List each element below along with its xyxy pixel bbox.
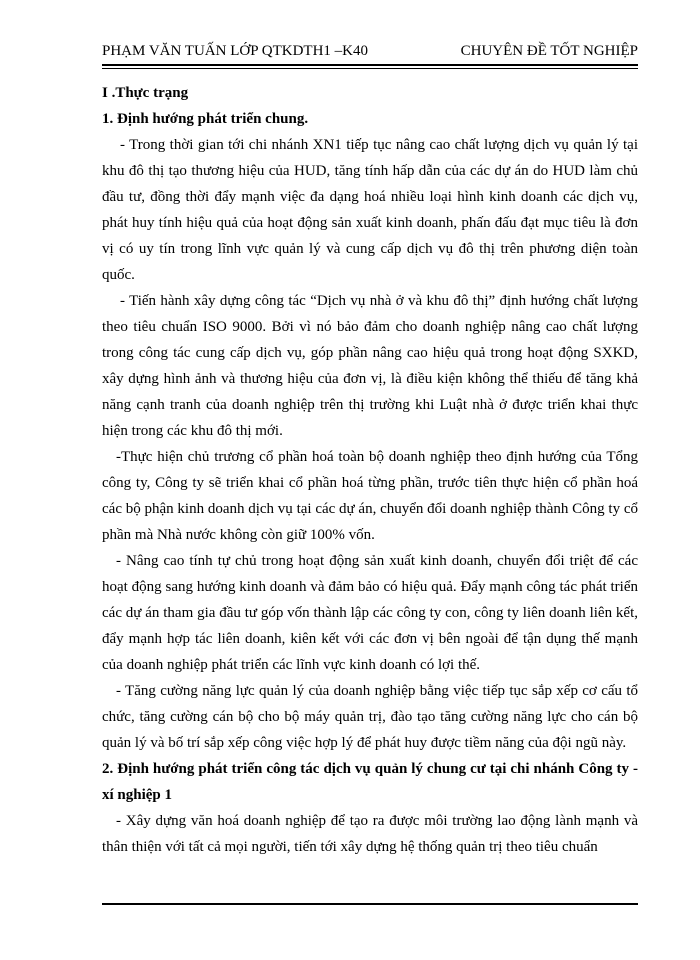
subsection-heading: 2. Định hướng phát triển công tác dịch vụ quản lý chung cư tại chi nhánh Công ty - xí nghiệp 1 <box>102 761 638 803</box>
document-body <box>102 80 638 860</box>
footer-divider <box>102 903 638 905</box>
section-heading: I .Thực trạng <box>102 85 189 101</box>
header-author-class: PHẠM VĂN TUẤN LỚP QTKDTH1 –K40 <box>102 43 368 59</box>
header-divider <box>102 64 638 69</box>
paragraph: -Thực hiện chủ trương cổ phần hoá toàn bộ doanh nghiệp theo định hướng của Tổng công ty, Công ty sẽ triển khai cổ phần hoá từng phần, trước tiên thực hiện cổ phần hoá các bộ phận kinh doanh dịch vụ tại các dự án, chuyển đổi doanh nghiệp thành Công ty cổ phần mà Nhà nước không còn giữ 100% vốn. <box>102 449 638 543</box>
header-doc-type: CHUYÊN ĐỀ TỐT NGHIỆP <box>460 43 638 59</box>
paragraph: - Trong thời gian tới chi nhánh XN1 tiếp tục nâng cao chất lượng dịch vụ quản lý tại khu đô thị tạo thương hiệu của HUD, tăng tính hấp dẫn của các dự án do HUD làm chủ đầu tư, đồng thời đẩy mạnh việc đa dạng hoá nhiều loại hình kinh doanh các dịch vụ, phát huy tính hiệu quả của hoạt động sản xuất kinh doanh, phấn đấu đạt mục tiêu là đơn vị có uy tín trong lĩnh vực quản lý và cung cấp dịch vụ đô thị trên phương diện toàn quốc. <box>102 137 638 283</box>
paragraph: - Nâng cao tính tự chủ trong hoạt động sản xuất kinh doanh, chuyển đổi triệt để các hoạt động sang hướng kinh doanh và đảm bảo có hiệu quả. Đẩy mạnh công tác phát triển các dự án tham gia đầu tư góp vốn thành lập các công ty con, công ty liên doanh liên kết, đẩy mạnh hợp tác liên doanh, kiên kết với các đơn vị bên ngoài để tận dụng thế mạnh của doanh nghiệp phát triển các lĩnh vực kinh doanh có lợi thế. <box>102 553 638 673</box>
subsection-heading: 1. Định hướng phát triển chung. <box>102 111 309 127</box>
paragraph: - Tiến hành xây dựng công tác “Dịch vụ nhà ở và khu đô thị” định hướng chất lượng theo tiêu chuẩn ISO 9000. Bởi vì nó bảo đảm cho doanh nghiệp nâng cao chất lượng trong công tác cung cấp dịch vụ, góp phần nâng cao hiệu quả trong hoạt động SXKD, xây dựng hình ảnh và thương hiệu của đơn vị, là điều kiện không thể thiếu để tăng khả năng cạnh tranh của doanh nghiệp trên thị trường khi Luật nhà ở được triển khai thực hiện trong các khu đô thị mới. <box>102 293 638 439</box>
paragraph: - Tăng cường năng lực quản lý của doanh nghiệp bằng việc tiếp tục sắp xếp cơ cấu tổ chức, tăng cường cán bộ cho bộ máy quản trị, đào tạo tăng cường năng lực cho cán bộ quản lý và bố trí sắp xếp công việc hợp lý để phát huy được tiềm năng của đội ngũ này. <box>102 683 638 751</box>
paragraph: - Xây dựng văn hoá doanh nghiệp để tạo ra được môi trường lao động lành mạnh và thân thiện với tất cả mọi người, tiến tới xây dựng hệ thống quản trị theo tiêu chuẩn <box>102 813 638 855</box>
